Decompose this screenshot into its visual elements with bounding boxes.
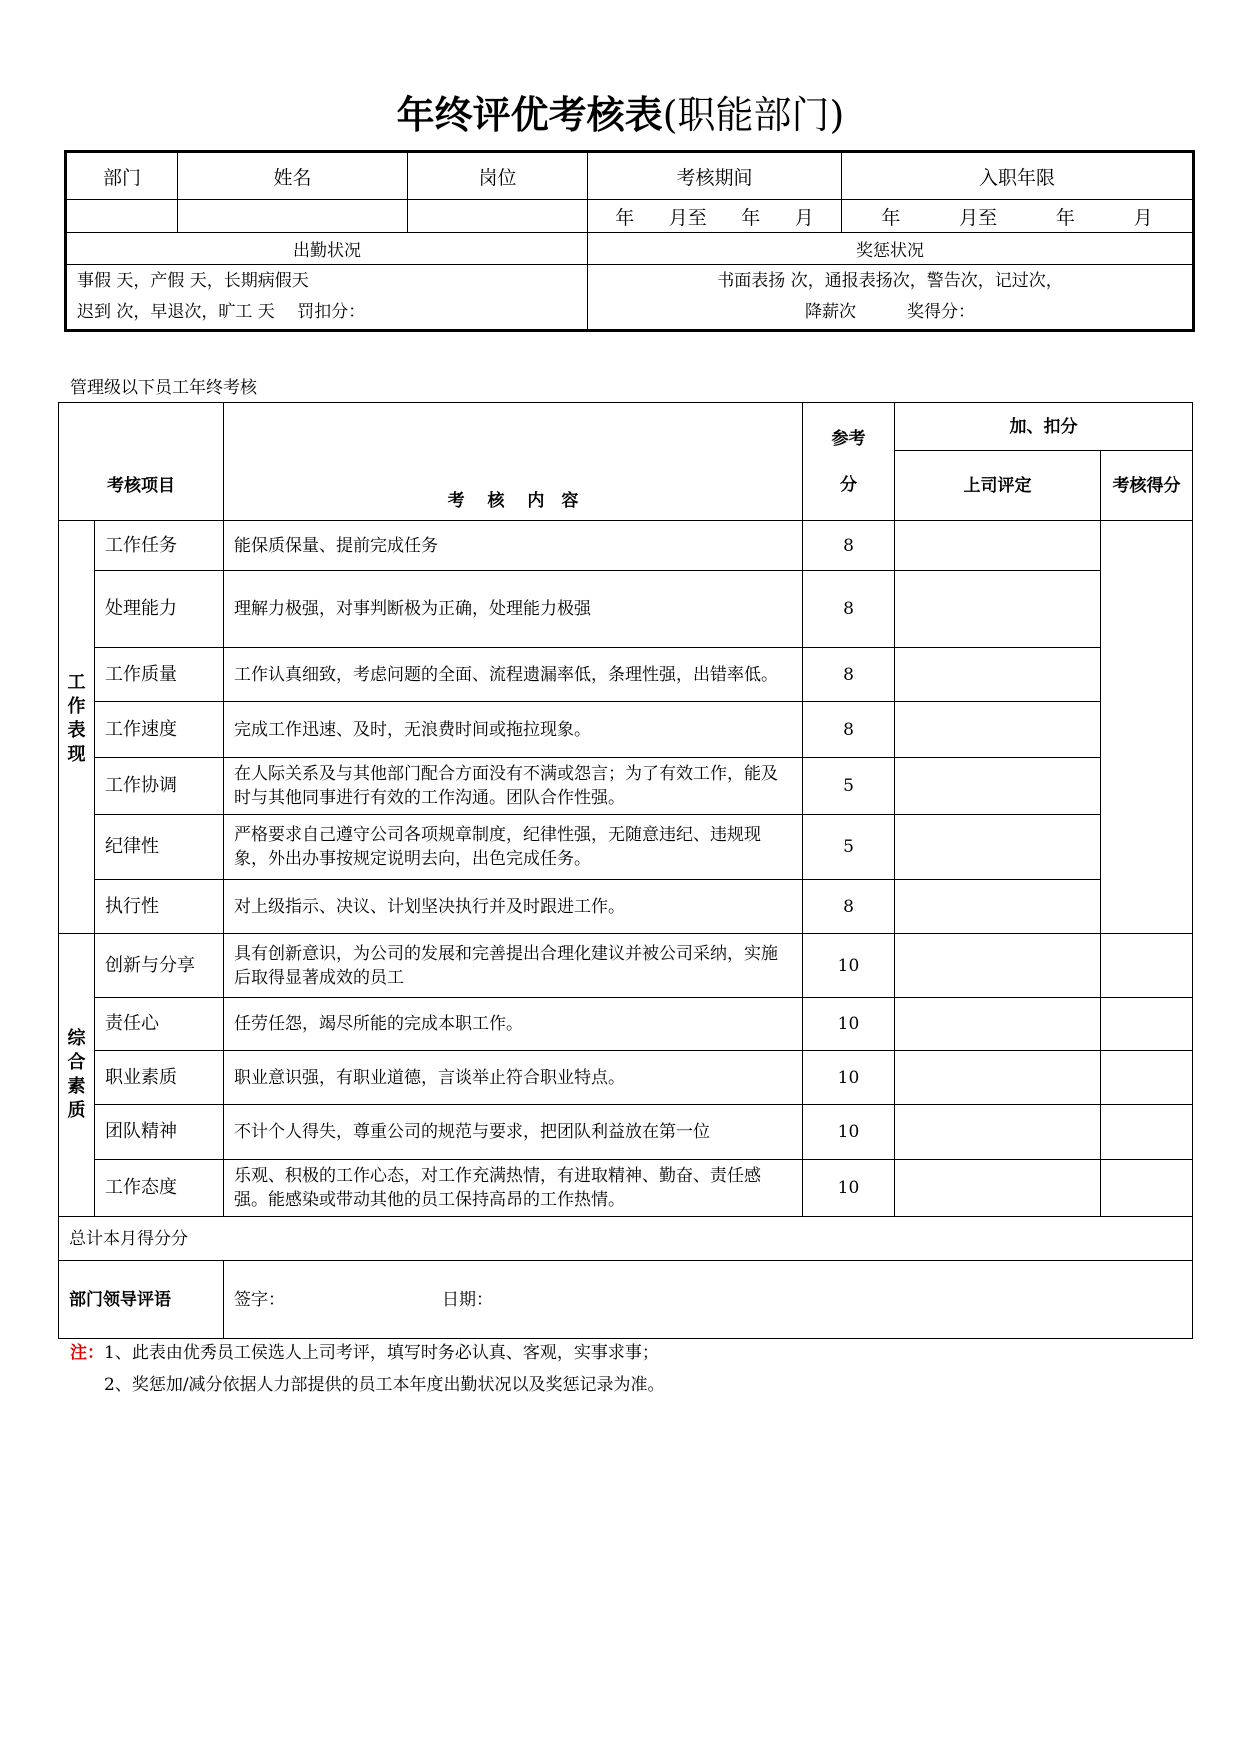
attendance-title: 出勤状况: [66, 233, 588, 265]
leader-comment-field[interactable]: [224, 1261, 1193, 1339]
supervisor-rating-cell[interactable]: [895, 880, 1101, 934]
item-label: 执行性: [95, 880, 224, 934]
seniority-year-1: 年: [881, 206, 901, 229]
item-content: 理解力极强，对事判断极为正确，处理能力极强: [224, 571, 803, 648]
item-label: 处理能力: [95, 571, 224, 648]
reward-line-1: 书面表扬 次，通报表扬次，警告次，记过次，: [717, 271, 1063, 291]
header-seniority: 入职年限: [842, 152, 1194, 200]
final-score-cell[interactable]: [1101, 934, 1193, 998]
reference-score: 8: [803, 702, 895, 758]
item-label: 职业素质: [95, 1051, 224, 1105]
supervisor-rating-cell[interactable]: [895, 758, 1101, 815]
item-label: 纪律性: [95, 815, 224, 880]
reference-score: 5: [803, 815, 895, 880]
position-field[interactable]: [408, 200, 588, 233]
final-score-cell[interactable]: [1101, 521, 1193, 934]
supervisor-rating-cell[interactable]: [895, 998, 1101, 1051]
final-score-cell[interactable]: [1101, 998, 1193, 1051]
period-year-1: 年: [615, 206, 635, 229]
supervisor-rating-cell[interactable]: [895, 1051, 1101, 1105]
header-adjustment: 加、扣分: [895, 403, 1193, 451]
item-content: 完成工作迅速、及时，无浪费时间或拖拉现象。: [224, 702, 803, 758]
evaluation-table: [58, 402, 1193, 1339]
supervisor-rating-cell[interactable]: [895, 934, 1101, 998]
header-position: 岗位: [408, 152, 588, 200]
title-main: 年终评优考核表: [396, 92, 663, 137]
reference-score: 10: [803, 934, 895, 998]
leader-comment-label: 部门领导评语: [59, 1261, 224, 1339]
seniority-month: 月: [1133, 206, 1153, 229]
item-content: 工作认真细致，考虑问题的全面、流程遗漏率低，条理性强，出错率低。: [224, 648, 803, 702]
attendance-details[interactable]: [66, 265, 588, 331]
seniority-field[interactable]: [842, 200, 1194, 233]
total-score-row[interactable]: 总计本月得分分: [59, 1217, 1193, 1261]
seniority-month-to: 月至: [959, 206, 998, 229]
item-content: 具有创新意识，为公司的发展和完善提出合理化建议并被公司采纳，实施后取得显著成效的员工: [224, 934, 803, 998]
reference-score: 5: [803, 758, 895, 815]
item-content: 能保质保量、提前完成任务: [224, 521, 803, 571]
reference-score: 8: [803, 521, 895, 571]
name-field[interactable]: [178, 200, 408, 233]
header-name: 姓名: [178, 152, 408, 200]
period-year-2: 年: [741, 206, 761, 229]
final-score-cell[interactable]: [1101, 1160, 1193, 1217]
supervisor-rating-cell[interactable]: [895, 702, 1101, 758]
item-content: 职业意识强，有职业道德，言谈举止符合职业特点。: [224, 1051, 803, 1105]
reward-line-2: 降薪次 奖得分：: [805, 302, 975, 322]
header-reference-score: 参考 分: [803, 403, 895, 521]
supervisor-rating-cell[interactable]: [895, 1105, 1101, 1160]
item-content: 不计个人得失，尊重公司的规范与要求，把团队利益放在第一位: [224, 1105, 803, 1160]
note-text-1: 1、此表由优秀员工侯选人上司考评，填写时务必认真、客观，实事求事；: [104, 1343, 659, 1363]
title-suffix: (职能部门): [662, 93, 845, 137]
item-content: 乐观、积极的工作心态，对工作充满热情，有进取精神、勤奋、责任感强。能感染或带动其他的员工保持高昂的工作热情。: [224, 1160, 803, 1217]
header-item: 考核项目: [59, 403, 224, 521]
attendance-line-1: 事假 天，产假 天，长期病假天: [77, 271, 309, 291]
item-content: 在人际关系及与其他部门配合方面没有不满或怨言；为了有效工作，能及时与其他同事进行有效的工作沟通。团队合作性强。: [224, 758, 803, 815]
header-final-score: 考核得分: [1101, 451, 1193, 521]
item-label: 工作任务: [95, 521, 224, 571]
item-label: 团队精神: [95, 1105, 224, 1160]
period-field[interactable]: [588, 200, 842, 233]
sign-label: 签字：: [234, 1289, 285, 1310]
employee-info-table: [64, 150, 1195, 332]
note-line-1: [70, 1337, 665, 1369]
period-month: 月: [794, 206, 814, 229]
reference-score: 10: [803, 998, 895, 1051]
supervisor-rating-cell[interactable]: [895, 521, 1101, 571]
item-content: 任劳任怨，竭尽所能的完成本职工作。: [224, 998, 803, 1051]
reward-title: 奖惩状况: [588, 233, 1194, 265]
header-department: 部门: [66, 152, 178, 200]
reference-score: 8: [803, 880, 895, 934]
page-title: [0, 92, 1241, 138]
reference-score: 10: [803, 1160, 895, 1217]
item-label: 工作态度: [95, 1160, 224, 1217]
seniority-year-2: 年: [1055, 206, 1075, 229]
item-content: 严格要求自己遵守公司各项规章制度，纪律性强，无随意违纪、违规现象，外出办事按规定说明去向，出色完成任务。: [224, 815, 803, 880]
reference-score: 10: [803, 1051, 895, 1105]
item-label: 工作质量: [95, 648, 224, 702]
item-label: 工作协调: [95, 758, 224, 815]
item-label: 创新与分享: [95, 934, 224, 998]
section-subtitle: 管理级以下员工年终考核: [70, 378, 257, 398]
date-label: 日期：: [442, 1289, 493, 1310]
note-line-2: 2、奖惩加/减分依据人力部提供的员工本年度出勤状况以及奖惩记录为准。: [104, 1375, 665, 1395]
reference-score: 10: [803, 1105, 895, 1160]
category-overall-quality: 综 合 素 质: [59, 934, 95, 1217]
supervisor-rating-cell[interactable]: [895, 1160, 1101, 1217]
item-label: 责任心: [95, 998, 224, 1051]
attendance-line-2: 迟到 次，早退次，旷工 天 罚扣分：: [77, 302, 366, 322]
supervisor-rating-cell[interactable]: [895, 648, 1101, 702]
supervisor-rating-cell[interactable]: [895, 815, 1101, 880]
period-month-to: 月至: [668, 206, 707, 229]
note-prefix: 注：: [70, 1343, 104, 1363]
header-period: 考核期间: [588, 152, 842, 200]
supervisor-rating-cell[interactable]: [895, 571, 1101, 648]
final-score-cell[interactable]: [1101, 1105, 1193, 1160]
notes: [70, 1337, 665, 1401]
final-score-cell[interactable]: [1101, 1051, 1193, 1105]
reference-score: 8: [803, 648, 895, 702]
item-content: 对上级指示、决议、计划坚决执行并及时跟进工作。: [224, 880, 803, 934]
header-content: 考 核 内 容: [224, 403, 803, 521]
department-field[interactable]: [66, 200, 178, 233]
reward-details[interactable]: [588, 265, 1194, 331]
reference-score: 8: [803, 571, 895, 648]
item-label: 工作速度: [95, 702, 224, 758]
header-supervisor-rating: 上司评定: [895, 451, 1101, 521]
category-work-performance: 工 作 表 现: [59, 521, 95, 934]
